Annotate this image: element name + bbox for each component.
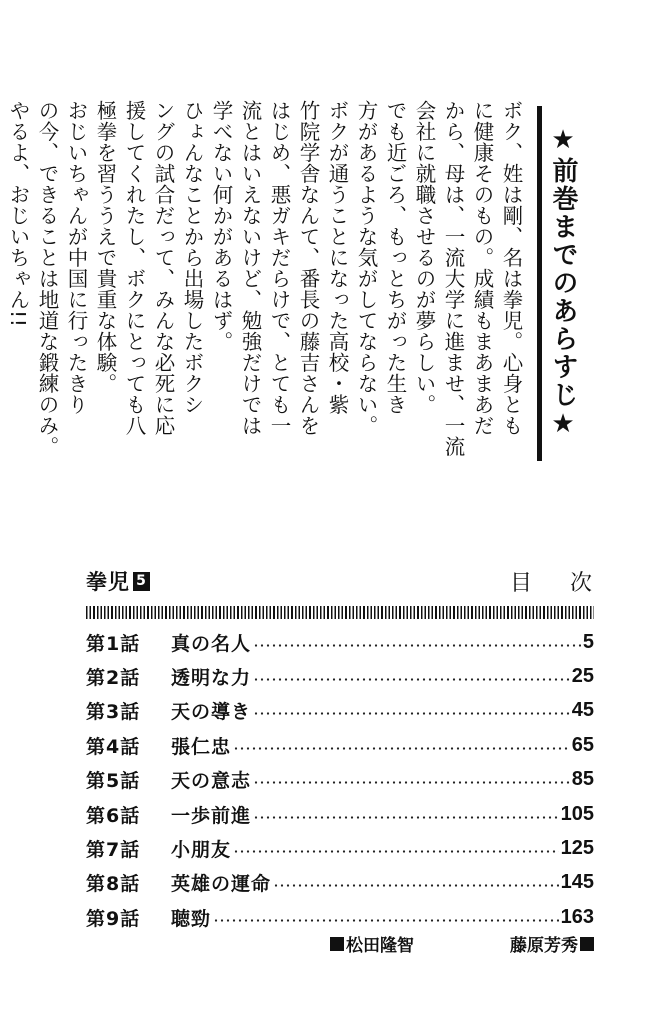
author-left: 松田隆智 bbox=[346, 936, 414, 956]
chapter-title: 小朋友 bbox=[171, 839, 232, 862]
contents-heading: 目次 bbox=[509, 571, 630, 596]
chapter-number: 第8話 bbox=[86, 873, 141, 896]
chapter-page: 85 bbox=[571, 768, 594, 791]
chapter-title: 張仁忠 bbox=[171, 735, 232, 758]
synopsis-line: 会社に就職させるのが夢らしい。 bbox=[412, 100, 436, 415]
chapter-page: 145 bbox=[560, 871, 594, 894]
dot-leader bbox=[233, 747, 570, 750]
hatched-divider bbox=[86, 606, 594, 619]
toc-entry[interactable] bbox=[86, 900, 594, 934]
series-title-text: 拳児 bbox=[86, 570, 130, 594]
chapter-number: 第3話 bbox=[86, 701, 141, 724]
synopsis-line: おじいちゃんが中国に行ったきり bbox=[64, 100, 88, 415]
toc-entry[interactable] bbox=[86, 728, 594, 762]
toc-header bbox=[86, 566, 630, 602]
volume-badge: 5 bbox=[133, 572, 150, 591]
toc-entry[interactable] bbox=[86, 625, 594, 659]
chapter-page: 105 bbox=[560, 802, 594, 825]
toc-entry[interactable] bbox=[86, 831, 594, 865]
credit-left bbox=[330, 931, 414, 956]
chapter-number: 第4話 bbox=[86, 735, 141, 758]
author-right: 藤原芳秀 bbox=[510, 936, 578, 956]
series-title bbox=[86, 566, 150, 596]
toc-entry[interactable] bbox=[86, 763, 594, 797]
dot-leader bbox=[233, 850, 559, 853]
synopsis-line: はじめ、悪ガキだらけで、とても一 bbox=[267, 100, 291, 436]
synopsis-line: 援してくれたし、ボクにとっても八 bbox=[122, 100, 146, 436]
chapter-number: 第5話 bbox=[86, 770, 141, 793]
synopsis-line: ボクが通うことになった高校・紫 bbox=[325, 100, 349, 415]
chapter-title: 英雄の運命 bbox=[171, 873, 272, 896]
toc-entry[interactable] bbox=[86, 659, 594, 693]
dot-leader bbox=[273, 884, 559, 887]
synopsis-line: 学べない何かがあるはず。 bbox=[209, 100, 233, 352]
chapter-page: 65 bbox=[571, 733, 594, 756]
synopsis-line: 竹院学舎なんて、番長の藤吉さんを bbox=[296, 100, 320, 436]
chapter-title: 透明な力 bbox=[171, 667, 252, 690]
black-square-icon bbox=[330, 937, 344, 951]
chapter-title: 聴勁 bbox=[171, 907, 212, 930]
synopsis-line: 方があるような気がしてならない。 bbox=[354, 100, 378, 436]
synopsis-line: やるよ、おじいちゃん!! bbox=[6, 100, 30, 328]
toc-entry[interactable] bbox=[86, 866, 594, 900]
chapter-page: 125 bbox=[560, 837, 594, 860]
synopsis-line: 極拳を習ううえで貴重な体験。 bbox=[93, 100, 117, 394]
chapter-title: 天の導き bbox=[171, 701, 252, 724]
toc-entry[interactable] bbox=[86, 694, 594, 728]
chapter-number: 第7話 bbox=[86, 839, 141, 862]
synopsis-line: の今、できることは地道な鍛練のみ。 bbox=[35, 100, 59, 457]
chapter-page: 45 bbox=[571, 699, 594, 722]
synopsis-line: に健康そのもの。成績もまあまあだ bbox=[470, 100, 494, 436]
chapter-number: 第6話 bbox=[86, 804, 141, 827]
dot-leader bbox=[253, 781, 570, 784]
black-square-icon bbox=[580, 937, 594, 951]
chapter-page: 163 bbox=[560, 905, 594, 928]
dot-leader bbox=[253, 644, 581, 647]
credits bbox=[330, 931, 594, 957]
chapter-title: 天の意志 bbox=[171, 770, 252, 793]
dot-leader bbox=[253, 712, 570, 715]
synopsis-line: ひょんなことから出場したボクシ bbox=[180, 100, 204, 415]
synopsis-line: ングの試合だって、みんな必死に応 bbox=[151, 100, 175, 436]
chapter-number: 第9話 bbox=[86, 907, 141, 930]
chapter-page: 25 bbox=[571, 665, 594, 688]
synopsis-line: から、母は、一流大学に進ませ、一流 bbox=[441, 100, 465, 457]
toc-entry[interactable] bbox=[86, 797, 594, 831]
synopsis-title: ★前巻までのあらすじ★ bbox=[548, 125, 578, 441]
chapter-number: 第2話 bbox=[86, 667, 141, 690]
synopsis-line: でも近ごろ、もっとちがった生き bbox=[383, 100, 407, 415]
dot-leader bbox=[253, 678, 570, 681]
synopsis-line: 流とはいえないけど、勉強だけでは bbox=[238, 100, 262, 436]
dot-leader bbox=[253, 816, 559, 819]
credit-right bbox=[510, 931, 594, 956]
synopsis-title-rule bbox=[537, 106, 542, 461]
chapter-title: 真の名人 bbox=[171, 632, 252, 655]
chapter-number: 第1話 bbox=[86, 632, 141, 655]
chapter-page: 5 bbox=[582, 630, 594, 653]
dot-leader bbox=[213, 919, 559, 922]
toc-list bbox=[86, 625, 594, 935]
chapter-title: 一歩前進 bbox=[171, 804, 252, 827]
synopsis-body bbox=[6, 100, 525, 457]
synopsis-line: ボク、姓は剛、名は拳児。心身とも bbox=[499, 100, 523, 436]
